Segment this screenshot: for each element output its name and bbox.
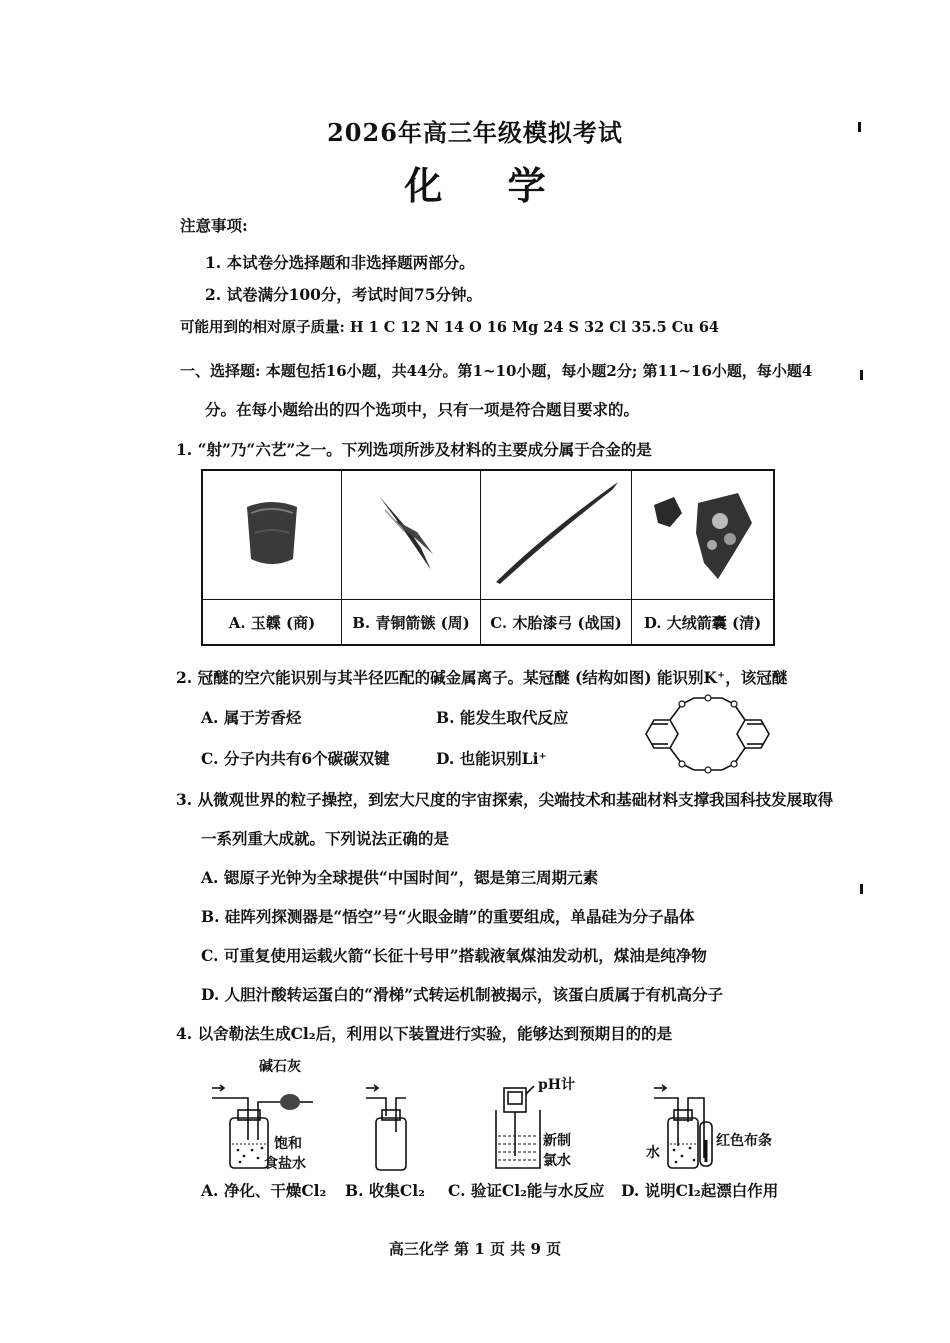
q2-option-a: A. 属于芳香烃 xyxy=(201,708,302,727)
scan-mark xyxy=(860,370,863,380)
quiver-icon xyxy=(648,483,758,583)
section1-line1: 一、选择题: 本题包括16小题，共44分。第1~10小题，每小题2分; 第11~16小题，每小题4 xyxy=(180,362,813,380)
q3-option-c: C. 可重复使用运载火箭“长征十号甲”搭载液氧煤油发动机，煤油是纯净物 xyxy=(201,946,707,965)
q1-image-a xyxy=(202,470,342,600)
subject-title: 化 学 xyxy=(404,163,572,208)
q1-option-d: D. 大绒箭囊 (清) xyxy=(632,600,775,646)
label-water: 水 xyxy=(646,1145,660,1161)
label-red-cloth: 红色布条 xyxy=(716,1133,772,1149)
scan-mark xyxy=(860,884,863,894)
q2-option-c: C. 分子内共有6个碳碳双键 xyxy=(201,749,390,768)
q3-option-b: B. 硅阵列探测器是“悟空”号“火眼金睛”的重要组成，单晶硅为分子晶体 xyxy=(201,907,695,926)
apparatus-b-diagram xyxy=(362,1082,422,1177)
section1-line2: 分。在每小题给出的四个选项中，只有一项是符合题目要求的。 xyxy=(205,400,640,419)
q1-stem: 1. “射”乃“六艺”之一。下列选项所涉及材料的主要成分属于合金的是 xyxy=(176,440,652,459)
notice-heading: 注意事项: xyxy=(180,216,248,235)
q1-material-table xyxy=(201,469,775,646)
label-soda-lime: 碱石灰 xyxy=(259,1059,301,1075)
q3-stem-line1: 3. 从微观世界的粒子操控，到宏大尺度的宇宙探索，尖端技术和基础材料支撑我国科技发展取得 xyxy=(176,790,834,809)
bronze-arrowhead-icon xyxy=(371,488,451,578)
atomic-masses: 可能用到的相对原子质量: H 1 C 12 N 14 O 16 Mg 24 S 32 Cl 35.5 Cu 64 xyxy=(180,319,720,336)
q4-stem: 4. 以舍勒法生成Cl₂后，利用以下装置进行实验，能够达到预期目的的是 xyxy=(176,1024,673,1043)
q2-option-b: B. 能发生取代反应 xyxy=(436,708,569,727)
apparatus-c-diagram xyxy=(490,1080,550,1175)
notice-item-2: 2. 试卷满分100分，考试时间75分钟。 xyxy=(205,285,483,304)
q1-image-c xyxy=(481,470,632,600)
q2-option-d: D. 也能识别Li⁺ xyxy=(436,749,547,768)
scan-mark xyxy=(858,122,861,132)
q3-option-a: A. 锶原子光钟为全球提供“中国时间”，锶是第三周期元素 xyxy=(201,868,599,887)
q4-option-a: A. 净化、干燥Cl₂ xyxy=(201,1181,327,1200)
q4-option-b: B. 收集Cl₂ xyxy=(345,1181,425,1200)
q4-option-d: D. 说明Cl₂起漂白作用 xyxy=(621,1181,779,1200)
page-footer: 高三化学 第 1 页 共 9 页 xyxy=(388,1240,562,1258)
q3-stem-line2: 一系列重大成就。下列说法正确的是 xyxy=(201,829,450,848)
q3-option-d: D. 人胆汁酸转运蛋白的“滑梯”式转运机制被揭示，该蛋白质属于有机高分子 xyxy=(201,985,724,1004)
label-ph-meter: pH计 xyxy=(538,1077,576,1093)
q4-option-c: C. 验证Cl₂能与水反应 xyxy=(448,1181,605,1200)
label-brine-2: 食盐水 xyxy=(264,1156,306,1172)
q2-stem: 2. 冠醚的空穴能识别与其半径匹配的碱金属离子。某冠醚 (结构如图) 能识别K⁺，该冠醚 xyxy=(176,668,788,687)
label-chlorine-water-2: 氯水 xyxy=(543,1153,571,1169)
label-chlorine-water-1: 新制 xyxy=(543,1133,571,1149)
lacquered-bow-icon xyxy=(486,478,626,588)
notice-item-1: 1. 本试卷分选择题和非选择题两部分。 xyxy=(205,253,475,272)
q1-option-b: B. 青铜箭镞 (周) xyxy=(342,600,481,646)
q1-option-a: A. 玉韘 (商) xyxy=(202,600,342,646)
q1-image-b xyxy=(342,470,481,600)
crown-ether-structure xyxy=(640,688,775,780)
jade-thumb-ring-icon xyxy=(237,493,307,573)
exam-title: 2026年高三年级模拟考试 xyxy=(327,118,623,147)
q1-image-d xyxy=(632,470,775,600)
q1-option-c: C. 木胎漆弓 (战国) xyxy=(481,600,632,646)
label-brine-1: 饱和 xyxy=(274,1136,302,1152)
